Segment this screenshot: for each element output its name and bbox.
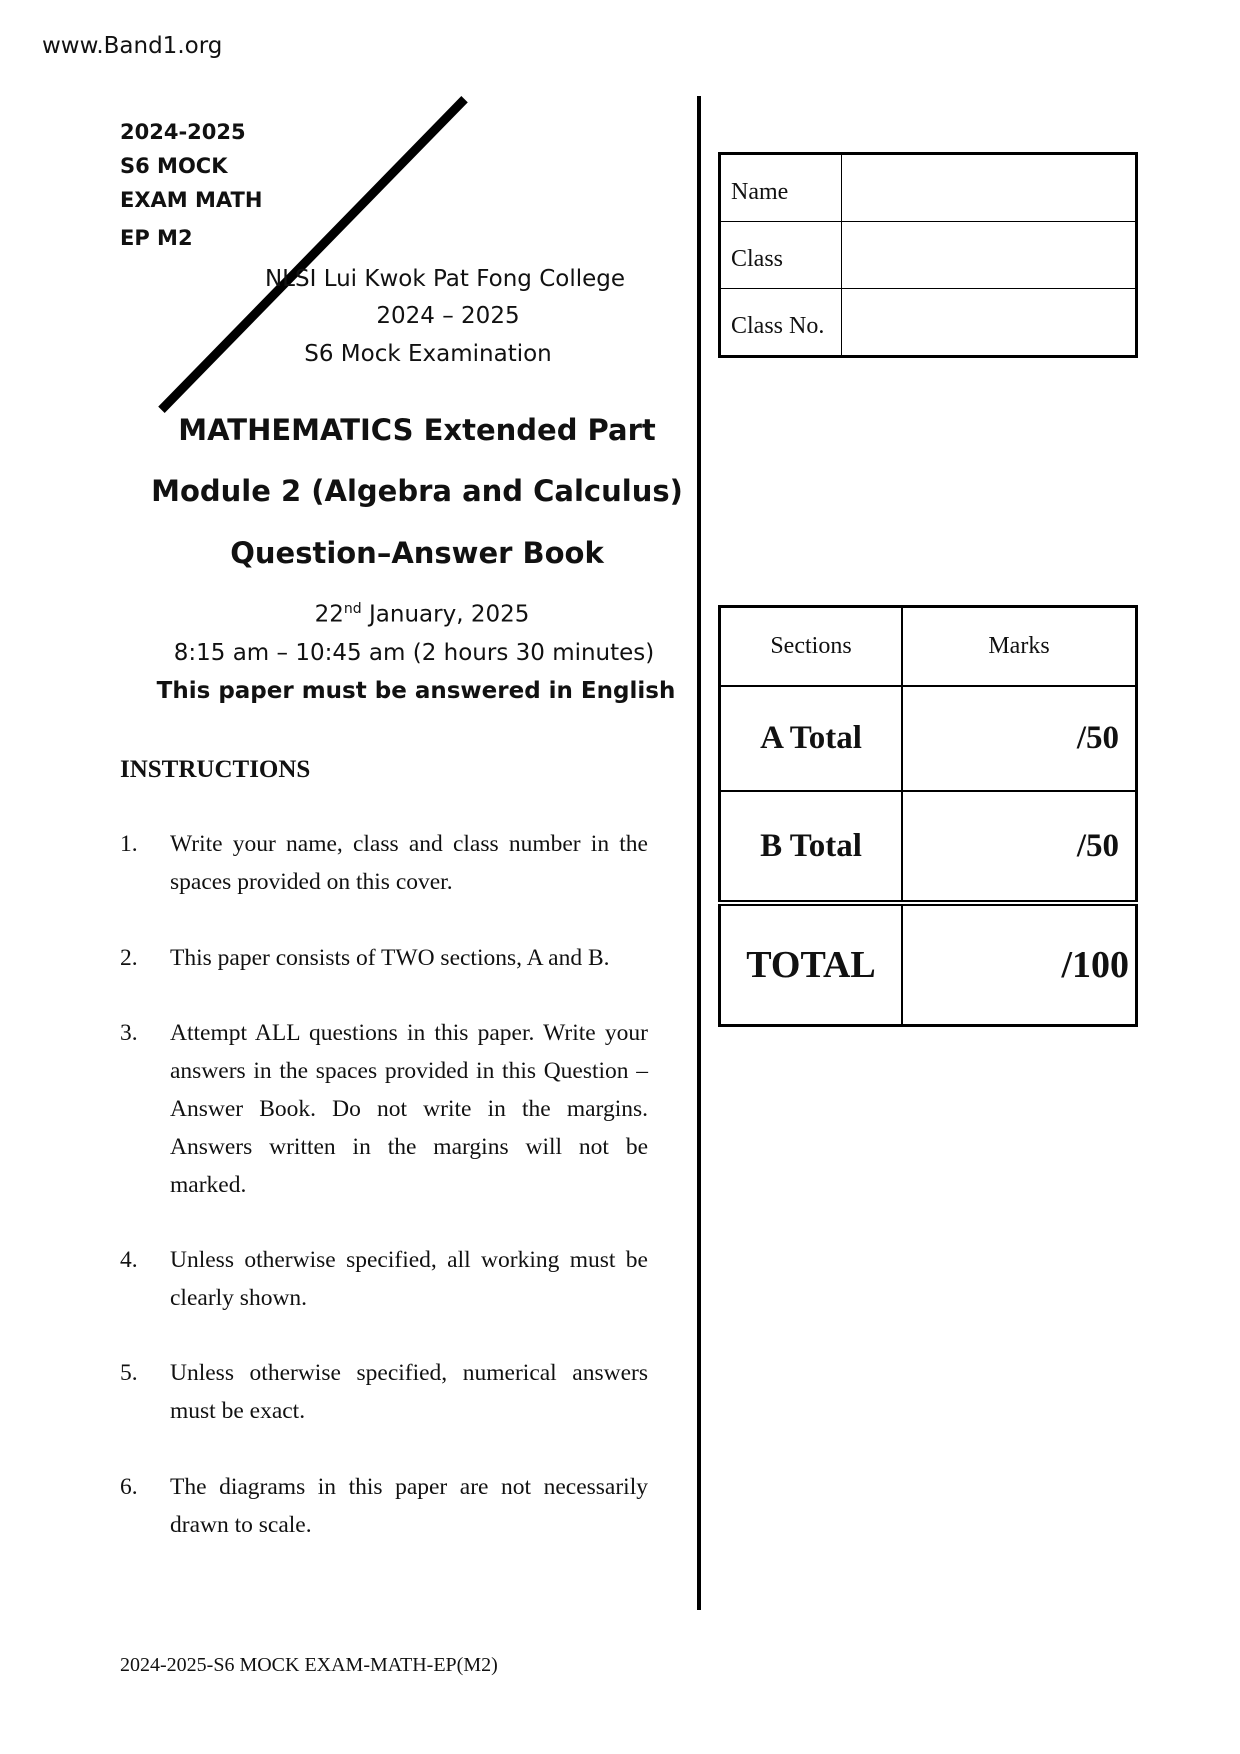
book-title: Question–Answer Book [230,536,604,570]
instruction-item [120,1014,648,1204]
name-field[interactable] [842,154,1137,222]
item-text: This paper consists of TWO sections, A and B. [170,945,610,971]
school-name: NLSI Lui Kwok Pat Fong College [264,266,626,292]
item-number: 4. [120,1247,138,1273]
date-suffix: nd [343,601,362,617]
instruction-item [120,1468,648,1544]
class-field[interactable] [842,222,1137,289]
code-line: S6 MOCK [120,154,228,178]
footer-code: 2024-2025-S6 MOCK EXAM-MATH-EP(M2) [120,1654,498,1676]
instruction-item [120,939,648,977]
sections-header: Sections [720,607,903,687]
date-day: 22 [314,601,344,628]
exam-name: S6 Mock Examination [304,341,552,367]
total-marks: /100 [902,903,1137,1025]
exam-date [315,602,530,627]
student-info-table [718,152,1138,358]
item-number: 1. [120,831,138,857]
class-no-field[interactable] [842,289,1137,357]
item-number: 5. [120,1360,138,1386]
item-text: Unless otherwise specified, numerical answers must be exact. [170,1360,648,1424]
exam-time: 8:15 am – 10:45 am (2 hours 30 minutes) [173,640,655,666]
item-number: 3. [120,1020,138,1046]
code-line: EXAM MATH [120,188,263,212]
item-text: Unless otherwise specified, all working must be clearly shown. [170,1247,648,1311]
item-text: Attempt ALL questions in this paper. Write your answers in the spaces provided in this Question – Answer Book. Do not write in the margins. Answers written in the margins will not be marked. [170,1020,648,1198]
language-note: This paper must be answered in English [156,678,676,704]
code-line: EP M2 [120,226,193,250]
section-a-label: A Total [720,686,903,791]
marks-table [718,605,1138,1027]
class-no-label: Class No. [720,289,842,357]
name-label: Name [720,154,842,222]
item-number: 2. [120,945,138,971]
instruction-item [120,1241,648,1317]
item-text: The diagrams in this paper are not necessarily drawn to scale. [170,1474,648,1538]
instruction-item [120,825,648,901]
paper-subtitle: Module 2 (Algebra and Calculus) [151,474,683,508]
class-label: Class [720,222,842,289]
code-line: 2024-2025 [120,120,246,144]
section-b-label: B Total [720,791,903,903]
section-a-marks: /50 [902,686,1137,791]
paper-title: MATHEMATICS Extended Part [178,413,656,447]
school-year: 2024 – 2025 [376,303,520,329]
date-rest: January, 2025 [361,601,530,628]
marks-header: Marks [902,607,1137,687]
instruction-item [120,1354,648,1430]
section-b-marks: /50 [902,791,1137,903]
divider-line [697,96,701,1610]
total-label: TOTAL [720,903,903,1025]
watermark-url: www.Band1.org [42,33,223,59]
item-text: Write your name, class and class number in the spaces provided on this cover. [170,831,648,895]
instructions-heading: INSTRUCTIONS [120,756,311,783]
item-number: 6. [120,1474,138,1500]
